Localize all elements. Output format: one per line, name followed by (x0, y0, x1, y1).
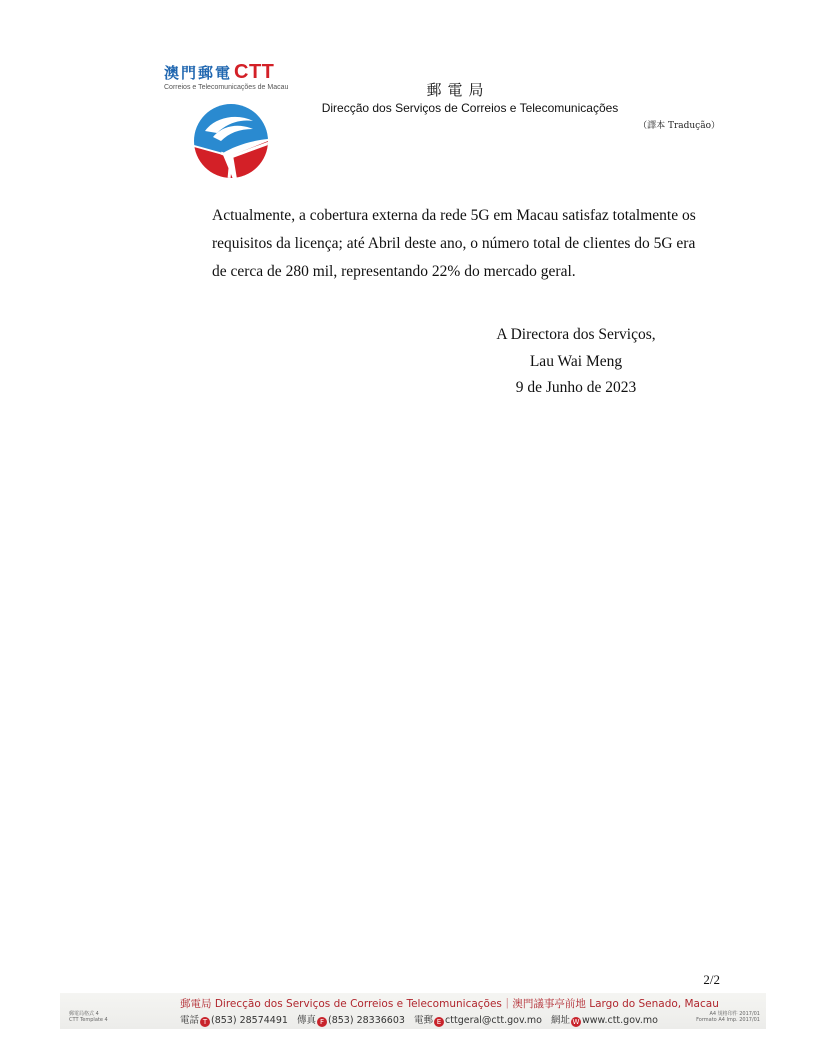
page-number: 2/2 (703, 972, 720, 987)
logo-ctt-text: CTT (234, 61, 275, 83)
email-address: cttgeral@ctt.gov.mo (445, 1015, 542, 1026)
format-cjk: A4 規格印件 2017/01 (709, 1011, 760, 1017)
ctt-logo (164, 61, 274, 84)
tel-number: (853) 28574491 (211, 1015, 288, 1026)
signature-title: A Directora dos Serviços, (496, 326, 656, 343)
signature-name: Lau Wai Meng (529, 353, 623, 370)
fax-label: 傳真 (297, 1015, 317, 1026)
fax-number: (853) 28336603 (328, 1015, 405, 1026)
fax-icon: F (317, 1017, 327, 1027)
signature-date: 9 de Junho de 2023 (515, 379, 637, 396)
template-cjk: 郵電局格式 4 (69, 1011, 99, 1017)
web-address: www.ctt.gov.mo (582, 1015, 658, 1026)
logo-subtitle: Correios e Telecomunicações de Macau (164, 84, 289, 91)
department-title: Direcção dos Serviços de Correios e Telecomunicações (321, 101, 619, 115)
translation-note: （譯本 Tradução） (638, 121, 720, 131)
template-en: CTT Template 4 (69, 1017, 108, 1023)
body-line: Actualmente, a cobertura externa da rede 5G em Macau satisfaz totalmente os (212, 207, 696, 224)
body-line: requisitos da licença; até Abril deste ano, o número total de clientes do 5G era (212, 235, 696, 252)
web-icon: W (572, 1018, 580, 1026)
logo-cjk-text: 澳門郵電 (164, 64, 233, 82)
phone-icon: T (200, 1017, 210, 1027)
email-label: 電郵 (414, 1015, 434, 1026)
format-pt: Formato A4 Imp. 2017/01 (696, 1017, 760, 1023)
web-label: 網址 (551, 1015, 571, 1026)
ctt-emblem-icon (193, 103, 269, 179)
body-paragraph (212, 202, 724, 286)
body-line: de cerca de 280 mil, representando 22% do mercado geral. (212, 263, 576, 280)
footer-address: 郵電局 Direcção dos Serviços de Correios e Telecomunicações｜澳門議事亭前地 Largo do Senado, Macau (180, 998, 719, 1010)
footer-contacts (180, 1012, 658, 1027)
email-icon: E (434, 1017, 444, 1027)
tel-label: 電話 (180, 1015, 200, 1026)
department-cjk-title: 郵電局 (426, 81, 490, 99)
